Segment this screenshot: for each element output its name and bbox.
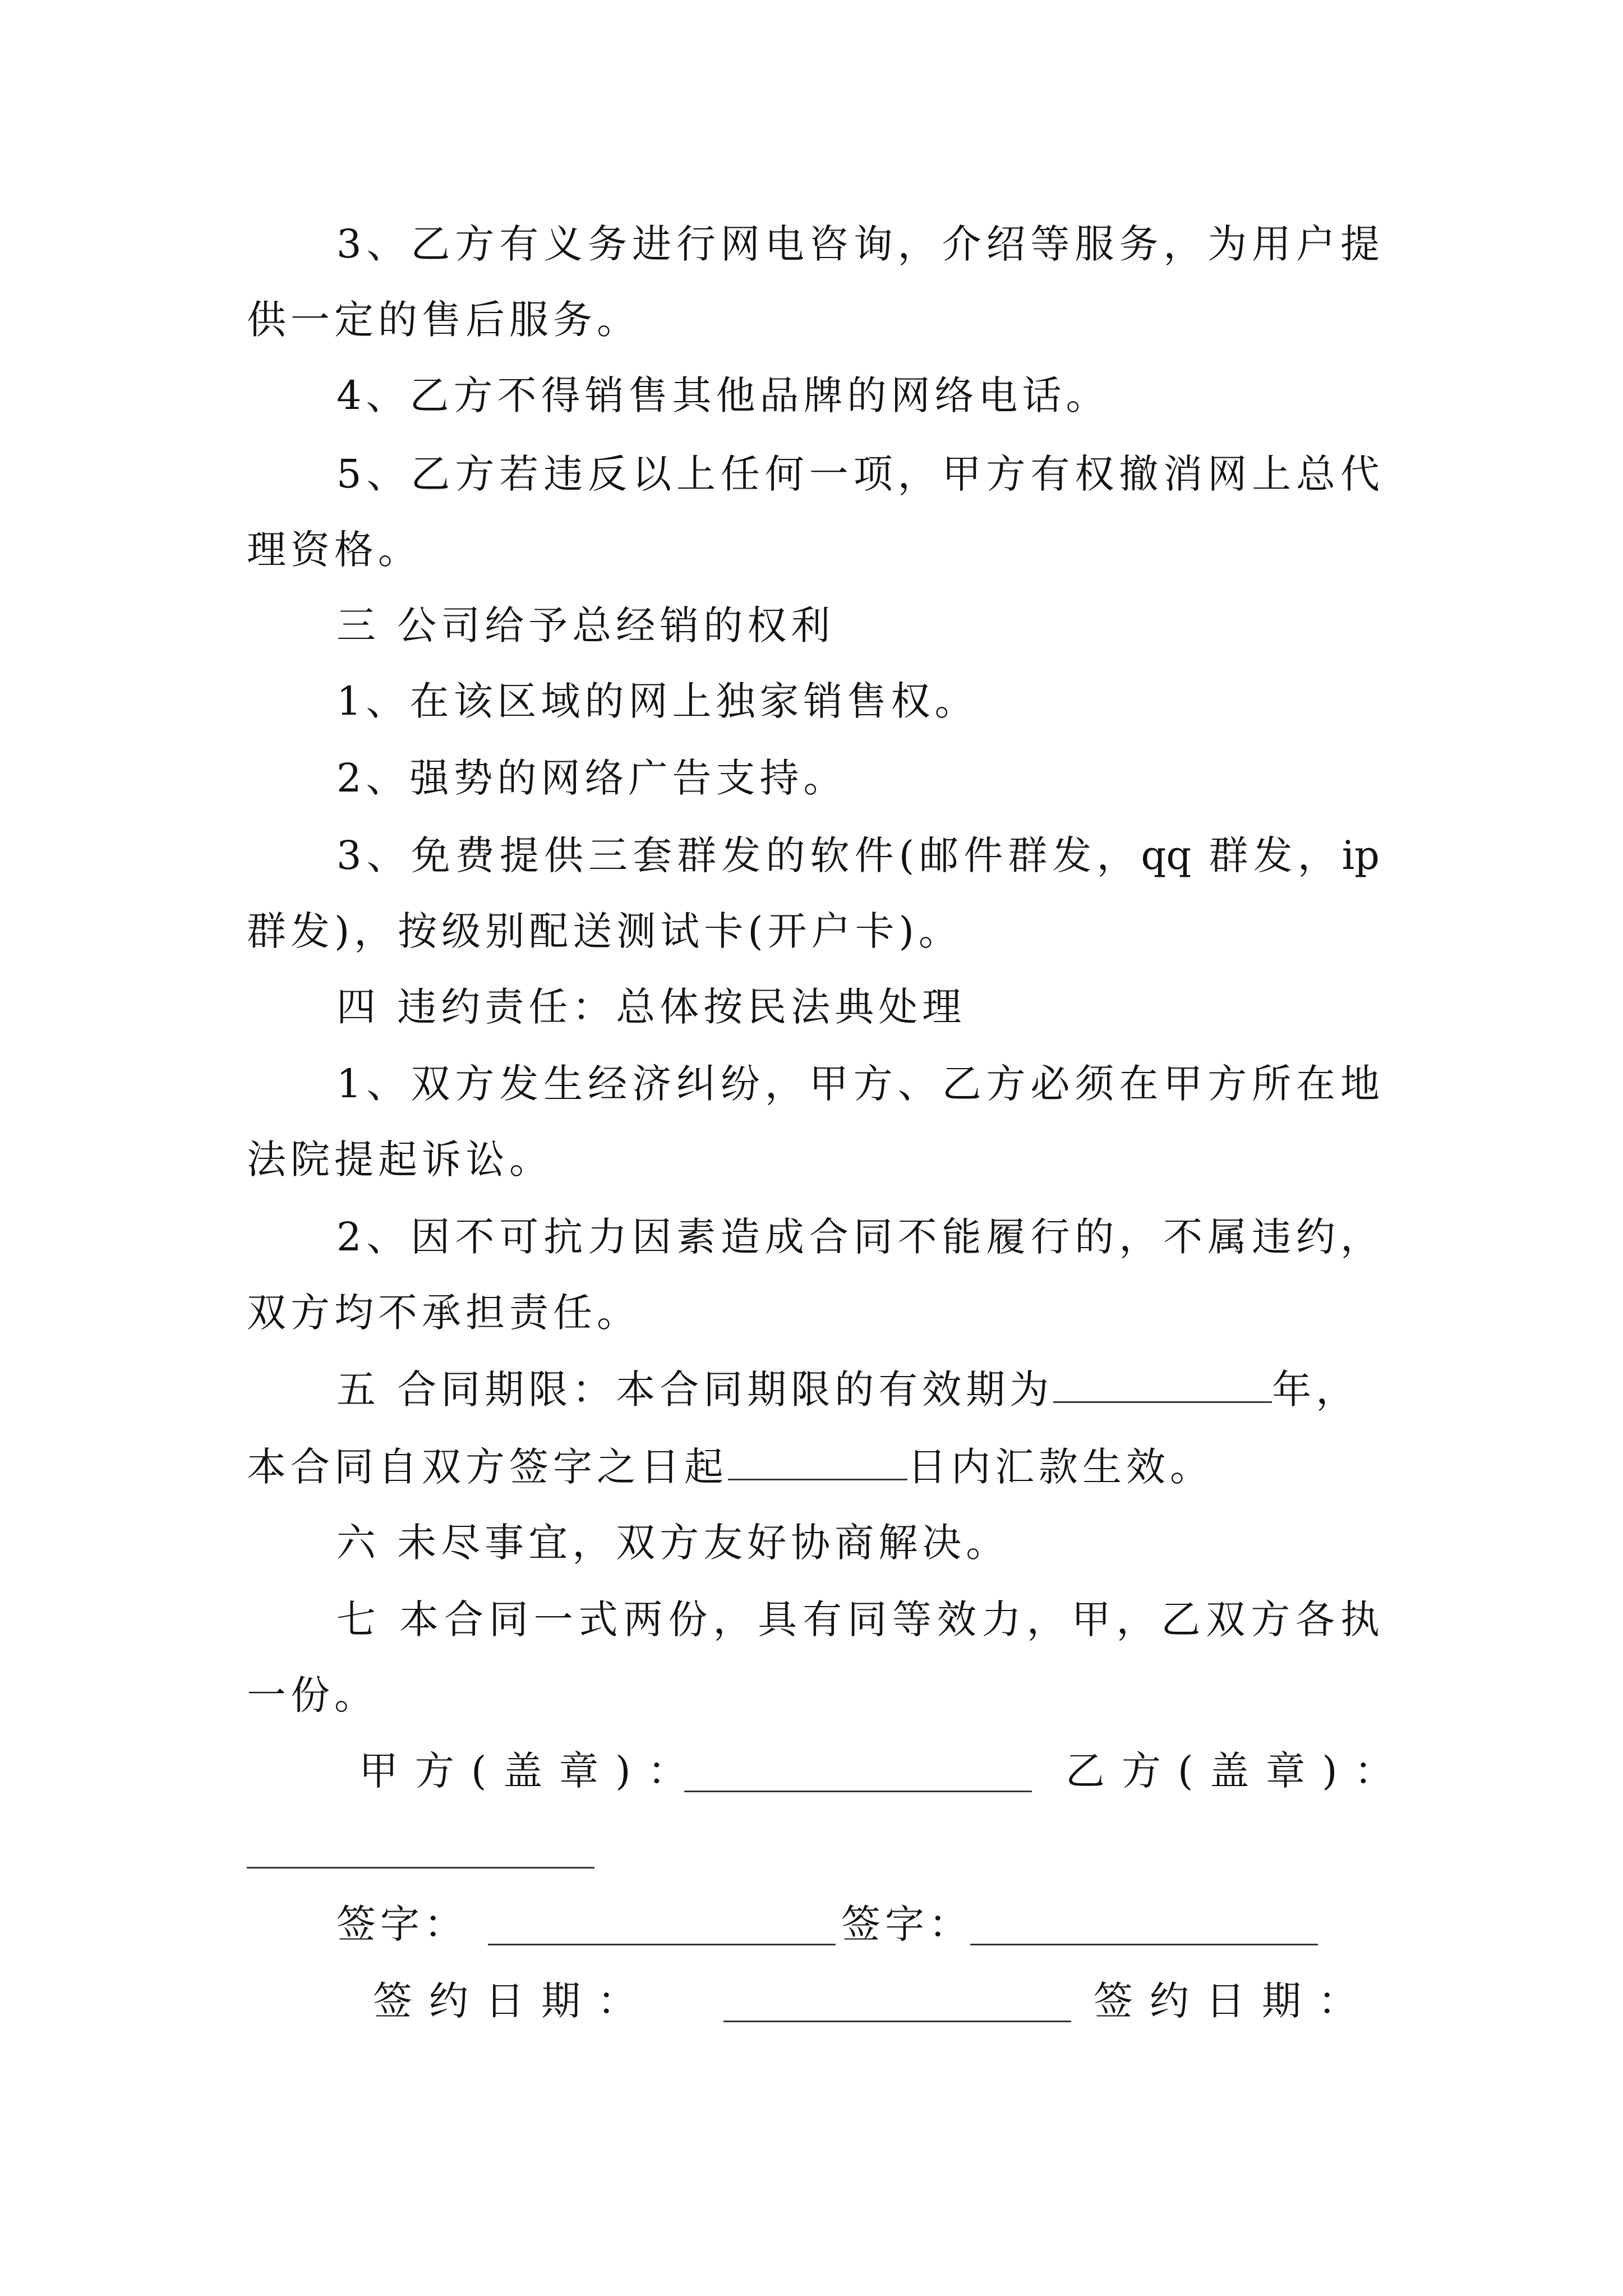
paragraph-line: 1、在该区域的网上独家销售权。	[336, 678, 979, 724]
term-text: 年，	[1272, 1366, 1360, 1412]
paragraph-line: 2、因不可抗力因素造成合同不能履行的，不属违约，	[336, 1214, 1380, 1260]
party-a-sign-blank[interactable]	[488, 1944, 836, 1945]
section-heading: 四 违约责任：总体按民法典处理	[336, 984, 966, 1030]
paragraph-line: 1、双方发生经济纠纷，甲方、乙方必须在甲方所在地	[336, 1061, 1380, 1107]
term-years-blank[interactable]	[1053, 1370, 1272, 1403]
party-b-seal-blank[interactable]	[247, 1867, 594, 1869]
party-b-seal-label: 乙方(盖章)：	[1066, 1748, 1410, 1794]
party-b-sign-blank[interactable]	[970, 1944, 1318, 1945]
paragraph-line: 法院提起诉讼。	[247, 1137, 553, 1182]
paragraph-line: 供一定的售后服务。	[247, 297, 640, 343]
term-text: 日内汇款生效。	[907, 1444, 1214, 1490]
paragraph-line: 理资格。	[247, 527, 422, 573]
term-text: 本合同自双方签字之日起	[247, 1444, 728, 1490]
paragraph-line: 一份。	[247, 1672, 378, 1718]
paragraph-line: 5、乙方若违反以上任何一项，甲方有权撤消网上总代	[336, 451, 1380, 497]
section-heading: 三 公司给予总经销的权利	[336, 602, 835, 648]
contract-term-line-2	[247, 1444, 1214, 1490]
paragraph-line: 2、强势的网络广告支持。	[336, 755, 847, 801]
paragraph-line: 七 本合同一式两份，具有同等效力，甲，乙双方各执	[336, 1596, 1380, 1642]
contract-term-line-1	[336, 1366, 1360, 1412]
paragraph-line: 3、乙方有义务进行网电咨询，介绍等服务，为用户提	[336, 221, 1380, 267]
term-days-blank[interactable]	[728, 1447, 907, 1480]
party-a-date-label: 签约日期：	[373, 1978, 653, 2024]
party-a-sign-label: 签字：	[336, 1901, 468, 1947]
term-text: 五 合同期限：本合同期限的有效期为	[336, 1366, 1054, 1412]
paragraph-line: 4、乙方不得销售其他品牌的网络电话。	[336, 372, 1110, 418]
party-b-date-label: 签约日期：	[1094, 1978, 1374, 2024]
party-a-seal-label: 甲方(盖章)：	[359, 1748, 704, 1794]
party-a-seal-blank[interactable]	[684, 1791, 1032, 1792]
paragraph-line: 群发)，按级别配送测试卡(开户卡)。	[247, 908, 962, 954]
party-a-date-blank[interactable]	[723, 2021, 1071, 2022]
section-heading: 六 未尽事宜，双方友好协商解决。	[336, 1520, 1010, 1566]
paragraph-line: 3、免费提供三套群发的软件(邮件群发，qq 群发，ip	[336, 832, 1380, 878]
party-b-sign-label: 签字：	[841, 1901, 972, 1947]
paragraph-line: 双方均不承担责任。	[247, 1290, 640, 1336]
